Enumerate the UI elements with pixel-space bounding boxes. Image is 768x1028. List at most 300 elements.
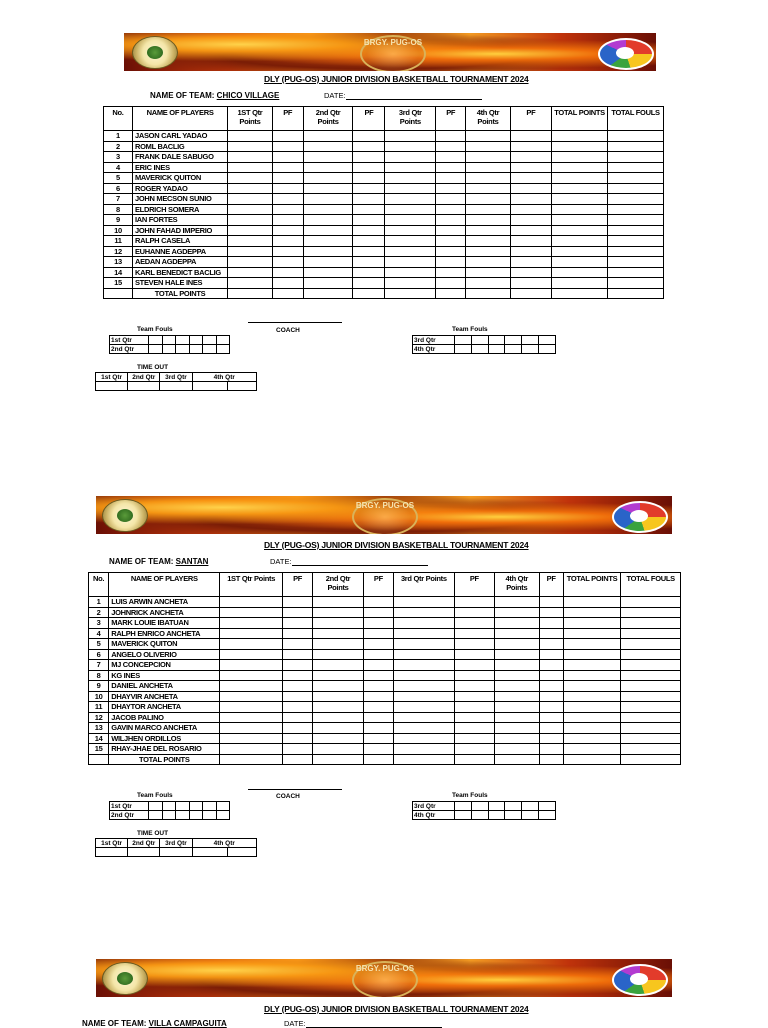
foul-cell[interactable]: [488, 345, 505, 354]
score-cell[interactable]: [385, 173, 436, 184]
score-cell[interactable]: [394, 702, 455, 713]
total-cell[interactable]: [563, 754, 621, 765]
score-cell[interactable]: [282, 660, 312, 671]
score-cell[interactable]: [228, 267, 273, 278]
foul-cell[interactable]: [539, 802, 556, 811]
score-cell[interactable]: [552, 236, 608, 247]
score-cell[interactable]: [272, 257, 303, 268]
score-cell[interactable]: [313, 597, 364, 608]
score-cell[interactable]: [385, 257, 436, 268]
score-cell[interactable]: [303, 141, 353, 152]
score-cell[interactable]: [353, 267, 385, 278]
timeout-cell[interactable]: [192, 848, 227, 857]
score-cell[interactable]: [466, 236, 511, 247]
score-cell[interactable]: [385, 204, 436, 215]
score-cell[interactable]: [495, 702, 539, 713]
score-cell[interactable]: [385, 183, 436, 194]
total-cell[interactable]: [466, 288, 511, 299]
score-cell[interactable]: [608, 225, 664, 236]
score-cell[interactable]: [228, 141, 273, 152]
score-cell[interactable]: [608, 267, 664, 278]
timeout-cell[interactable]: [96, 848, 128, 857]
score-cell[interactable]: [282, 670, 312, 681]
score-cell[interactable]: [608, 152, 664, 163]
score-cell[interactable]: [466, 183, 511, 194]
score-cell[interactable]: [228, 236, 273, 247]
score-cell[interactable]: [220, 639, 283, 650]
score-cell[interactable]: [282, 712, 312, 723]
score-cell[interactable]: [621, 712, 681, 723]
score-cell[interactable]: [466, 204, 511, 215]
score-cell[interactable]: [495, 723, 539, 734]
score-cell[interactable]: [363, 712, 393, 723]
score-cell[interactable]: [621, 639, 681, 650]
score-cell[interactable]: [466, 246, 511, 257]
score-cell[interactable]: [495, 649, 539, 660]
score-cell[interactable]: [282, 639, 312, 650]
score-cell[interactable]: [466, 152, 511, 163]
timeout-cell[interactable]: [192, 382, 227, 391]
score-cell[interactable]: [454, 712, 494, 723]
timeout-cell[interactable]: [160, 382, 192, 391]
score-cell[interactable]: [303, 246, 353, 257]
foul-cell[interactable]: [189, 811, 203, 820]
score-cell[interactable]: [272, 152, 303, 163]
score-cell[interactable]: [385, 246, 436, 257]
score-cell[interactable]: [385, 194, 436, 205]
score-cell[interactable]: [563, 670, 621, 681]
score-cell[interactable]: [228, 131, 273, 142]
score-cell[interactable]: [385, 152, 436, 163]
score-cell[interactable]: [220, 597, 283, 608]
score-cell[interactable]: [495, 712, 539, 723]
score-cell[interactable]: [454, 618, 494, 629]
foul-cell[interactable]: [149, 336, 163, 345]
score-cell[interactable]: [282, 702, 312, 713]
total-cell[interactable]: [394, 754, 455, 765]
score-cell[interactable]: [394, 628, 455, 639]
total-cell[interactable]: [385, 288, 436, 299]
foul-cell[interactable]: [471, 336, 488, 345]
score-cell[interactable]: [454, 607, 494, 618]
score-cell[interactable]: [363, 744, 393, 755]
timeout-cell[interactable]: [128, 382, 160, 391]
foul-cell[interactable]: [539, 345, 556, 354]
score-cell[interactable]: [385, 162, 436, 173]
score-cell[interactable]: [608, 183, 664, 194]
score-cell[interactable]: [466, 141, 511, 152]
score-cell[interactable]: [303, 152, 353, 163]
foul-cell[interactable]: [471, 811, 488, 820]
score-cell[interactable]: [608, 173, 664, 184]
foul-cell[interactable]: [203, 811, 217, 820]
score-cell[interactable]: [353, 141, 385, 152]
foul-cell[interactable]: [189, 345, 203, 354]
score-cell[interactable]: [272, 141, 303, 152]
score-cell[interactable]: [563, 723, 621, 734]
score-cell[interactable]: [495, 691, 539, 702]
score-cell[interactable]: [608, 257, 664, 268]
total-cell[interactable]: [303, 288, 353, 299]
score-cell[interactable]: [552, 246, 608, 257]
score-cell[interactable]: [552, 215, 608, 226]
score-cell[interactable]: [563, 712, 621, 723]
score-cell[interactable]: [510, 215, 551, 226]
total-cell[interactable]: [282, 754, 312, 765]
score-cell[interactable]: [353, 204, 385, 215]
score-cell[interactable]: [608, 278, 664, 289]
score-cell[interactable]: [466, 225, 511, 236]
score-cell[interactable]: [353, 236, 385, 247]
score-cell[interactable]: [385, 267, 436, 278]
foul-cell[interactable]: [488, 802, 505, 811]
score-cell[interactable]: [272, 215, 303, 226]
score-cell[interactable]: [282, 723, 312, 734]
score-cell[interactable]: [353, 278, 385, 289]
score-cell[interactable]: [228, 246, 273, 257]
score-cell[interactable]: [466, 162, 511, 173]
total-cell[interactable]: [220, 754, 283, 765]
score-cell[interactable]: [353, 152, 385, 163]
score-cell[interactable]: [621, 660, 681, 671]
foul-cell[interactable]: [216, 811, 230, 820]
score-cell[interactable]: [539, 733, 563, 744]
score-cell[interactable]: [510, 162, 551, 173]
timeout-cell[interactable]: [96, 382, 128, 391]
score-cell[interactable]: [385, 215, 436, 226]
score-cell[interactable]: [436, 215, 466, 226]
total-cell[interactable]: [363, 754, 393, 765]
score-cell[interactable]: [539, 607, 563, 618]
score-cell[interactable]: [436, 194, 466, 205]
score-cell[interactable]: [552, 141, 608, 152]
score-cell[interactable]: [552, 225, 608, 236]
timeout-cell[interactable]: [128, 848, 160, 857]
score-cell[interactable]: [353, 131, 385, 142]
foul-cell[interactable]: [488, 336, 505, 345]
foul-cell[interactable]: [471, 802, 488, 811]
score-cell[interactable]: [552, 162, 608, 173]
foul-cell[interactable]: [162, 345, 176, 354]
score-cell[interactable]: [436, 278, 466, 289]
foul-cell[interactable]: [162, 802, 176, 811]
score-cell[interactable]: [363, 628, 393, 639]
score-cell[interactable]: [282, 744, 312, 755]
score-cell[interactable]: [394, 649, 455, 660]
score-cell[interactable]: [220, 691, 283, 702]
score-cell[interactable]: [608, 246, 664, 257]
total-cell[interactable]: [510, 288, 551, 299]
score-cell[interactable]: [228, 204, 273, 215]
score-cell[interactable]: [539, 649, 563, 660]
score-cell[interactable]: [495, 628, 539, 639]
score-cell[interactable]: [394, 733, 455, 744]
score-cell[interactable]: [272, 183, 303, 194]
score-cell[interactable]: [220, 733, 283, 744]
score-cell[interactable]: [539, 670, 563, 681]
score-cell[interactable]: [313, 681, 364, 692]
score-cell[interactable]: [385, 225, 436, 236]
score-cell[interactable]: [621, 670, 681, 681]
foul-cell[interactable]: [505, 811, 522, 820]
score-cell[interactable]: [303, 278, 353, 289]
score-cell[interactable]: [282, 597, 312, 608]
score-cell[interactable]: [282, 607, 312, 618]
score-cell[interactable]: [539, 691, 563, 702]
total-cell[interactable]: [353, 288, 385, 299]
score-cell[interactable]: [228, 225, 273, 236]
score-cell[interactable]: [454, 597, 494, 608]
score-cell[interactable]: [495, 733, 539, 744]
score-cell[interactable]: [563, 649, 621, 660]
score-cell[interactable]: [454, 639, 494, 650]
foul-cell[interactable]: [149, 345, 163, 354]
score-cell[interactable]: [220, 607, 283, 618]
score-cell[interactable]: [552, 278, 608, 289]
score-cell[interactable]: [220, 670, 283, 681]
score-cell[interactable]: [228, 152, 273, 163]
score-cell[interactable]: [466, 194, 511, 205]
score-cell[interactable]: [272, 267, 303, 278]
score-cell[interactable]: [495, 670, 539, 681]
score-cell[interactable]: [228, 183, 273, 194]
score-cell[interactable]: [510, 236, 551, 247]
score-cell[interactable]: [313, 660, 364, 671]
score-cell[interactable]: [510, 225, 551, 236]
score-cell[interactable]: [495, 597, 539, 608]
score-cell[interactable]: [353, 257, 385, 268]
score-cell[interactable]: [454, 649, 494, 660]
total-cell[interactable]: [608, 288, 664, 299]
score-cell[interactable]: [510, 267, 551, 278]
score-cell[interactable]: [436, 257, 466, 268]
score-cell[interactable]: [552, 173, 608, 184]
total-cell[interactable]: [228, 288, 273, 299]
foul-cell[interactable]: [522, 336, 539, 345]
score-cell[interactable]: [353, 215, 385, 226]
score-cell[interactable]: [510, 278, 551, 289]
score-cell[interactable]: [385, 278, 436, 289]
foul-cell[interactable]: [176, 811, 190, 820]
foul-cell[interactable]: [162, 811, 176, 820]
score-cell[interactable]: [313, 733, 364, 744]
score-cell[interactable]: [621, 744, 681, 755]
score-cell[interactable]: [539, 618, 563, 629]
score-cell[interactable]: [385, 236, 436, 247]
score-cell[interactable]: [303, 236, 353, 247]
foul-cell[interactable]: [216, 336, 230, 345]
foul-cell[interactable]: [505, 802, 522, 811]
score-cell[interactable]: [608, 204, 664, 215]
date-field[interactable]: [292, 558, 428, 566]
score-cell[interactable]: [466, 257, 511, 268]
score-cell[interactable]: [466, 278, 511, 289]
foul-cell[interactable]: [455, 811, 472, 820]
score-cell[interactable]: [436, 236, 466, 247]
total-cell[interactable]: [539, 754, 563, 765]
total-cell[interactable]: [436, 288, 466, 299]
score-cell[interactable]: [272, 236, 303, 247]
score-cell[interactable]: [454, 691, 494, 702]
foul-cell[interactable]: [149, 802, 163, 811]
score-cell[interactable]: [436, 225, 466, 236]
score-cell[interactable]: [621, 691, 681, 702]
foul-cell[interactable]: [522, 345, 539, 354]
score-cell[interactable]: [220, 712, 283, 723]
score-cell[interactable]: [363, 649, 393, 660]
foul-cell[interactable]: [203, 802, 217, 811]
total-cell[interactable]: [272, 288, 303, 299]
total-cell[interactable]: [313, 754, 364, 765]
foul-cell[interactable]: [203, 345, 217, 354]
score-cell[interactable]: [510, 141, 551, 152]
score-cell[interactable]: [608, 141, 664, 152]
score-cell[interactable]: [313, 618, 364, 629]
score-cell[interactable]: [272, 246, 303, 257]
foul-cell[interactable]: [505, 336, 522, 345]
score-cell[interactable]: [282, 733, 312, 744]
total-cell[interactable]: [495, 754, 539, 765]
score-cell[interactable]: [303, 183, 353, 194]
score-cell[interactable]: [363, 639, 393, 650]
score-cell[interactable]: [539, 597, 563, 608]
score-cell[interactable]: [436, 162, 466, 173]
score-cell[interactable]: [454, 702, 494, 713]
score-cell[interactable]: [495, 744, 539, 755]
score-cell[interactable]: [539, 639, 563, 650]
score-cell[interactable]: [313, 639, 364, 650]
score-cell[interactable]: [539, 681, 563, 692]
score-cell[interactable]: [313, 744, 364, 755]
score-cell[interactable]: [510, 204, 551, 215]
score-cell[interactable]: [552, 183, 608, 194]
score-cell[interactable]: [563, 660, 621, 671]
score-cell[interactable]: [313, 723, 364, 734]
score-cell[interactable]: [394, 670, 455, 681]
score-cell[interactable]: [220, 660, 283, 671]
score-cell[interactable]: [220, 744, 283, 755]
score-cell[interactable]: [621, 618, 681, 629]
score-cell[interactable]: [313, 649, 364, 660]
score-cell[interactable]: [313, 628, 364, 639]
score-cell[interactable]: [621, 597, 681, 608]
score-cell[interactable]: [563, 702, 621, 713]
foul-cell[interactable]: [522, 811, 539, 820]
score-cell[interactable]: [495, 618, 539, 629]
score-cell[interactable]: [608, 215, 664, 226]
score-cell[interactable]: [510, 173, 551, 184]
score-cell[interactable]: [363, 702, 393, 713]
score-cell[interactable]: [510, 152, 551, 163]
score-cell[interactable]: [466, 267, 511, 278]
score-cell[interactable]: [563, 628, 621, 639]
score-cell[interactable]: [621, 702, 681, 713]
score-cell[interactable]: [363, 607, 393, 618]
foul-cell[interactable]: [455, 345, 472, 354]
foul-cell[interactable]: [455, 336, 472, 345]
score-cell[interactable]: [220, 618, 283, 629]
score-cell[interactable]: [282, 681, 312, 692]
score-cell[interactable]: [272, 204, 303, 215]
score-cell[interactable]: [228, 194, 273, 205]
score-cell[interactable]: [272, 162, 303, 173]
score-cell[interactable]: [363, 618, 393, 629]
score-cell[interactable]: [353, 183, 385, 194]
score-cell[interactable]: [539, 723, 563, 734]
score-cell[interactable]: [454, 628, 494, 639]
foul-cell[interactable]: [488, 811, 505, 820]
score-cell[interactable]: [220, 681, 283, 692]
score-cell[interactable]: [303, 267, 353, 278]
score-cell[interactable]: [454, 660, 494, 671]
score-cell[interactable]: [303, 225, 353, 236]
score-cell[interactable]: [608, 162, 664, 173]
score-cell[interactable]: [510, 246, 551, 257]
foul-cell[interactable]: [522, 802, 539, 811]
score-cell[interactable]: [272, 194, 303, 205]
score-cell[interactable]: [454, 670, 494, 681]
score-cell[interactable]: [303, 257, 353, 268]
foul-cell[interactable]: [176, 336, 190, 345]
score-cell[interactable]: [510, 257, 551, 268]
score-cell[interactable]: [272, 131, 303, 142]
foul-cell[interactable]: [539, 336, 556, 345]
score-cell[interactable]: [552, 131, 608, 142]
foul-cell[interactable]: [471, 345, 488, 354]
score-cell[interactable]: [394, 618, 455, 629]
score-cell[interactable]: [394, 660, 455, 671]
score-cell[interactable]: [621, 733, 681, 744]
score-cell[interactable]: [353, 194, 385, 205]
score-cell[interactable]: [394, 712, 455, 723]
timeout-cell[interactable]: [227, 382, 256, 391]
score-cell[interactable]: [563, 744, 621, 755]
score-cell[interactable]: [220, 649, 283, 660]
score-cell[interactable]: [353, 162, 385, 173]
score-cell[interactable]: [608, 194, 664, 205]
score-cell[interactable]: [303, 194, 353, 205]
score-cell[interactable]: [510, 183, 551, 194]
score-cell[interactable]: [313, 607, 364, 618]
score-cell[interactable]: [563, 597, 621, 608]
score-cell[interactable]: [621, 649, 681, 660]
score-cell[interactable]: [282, 691, 312, 702]
score-cell[interactable]: [608, 131, 664, 142]
score-cell[interactable]: [228, 162, 273, 173]
score-cell[interactable]: [495, 639, 539, 650]
date-field[interactable]: [306, 1020, 442, 1028]
score-cell[interactable]: [436, 204, 466, 215]
score-cell[interactable]: [552, 257, 608, 268]
score-cell[interactable]: [220, 628, 283, 639]
score-cell[interactable]: [539, 702, 563, 713]
total-cell[interactable]: [454, 754, 494, 765]
score-cell[interactable]: [552, 152, 608, 163]
score-cell[interactable]: [313, 702, 364, 713]
foul-cell[interactable]: [505, 345, 522, 354]
score-cell[interactable]: [436, 141, 466, 152]
score-cell[interactable]: [363, 597, 393, 608]
score-cell[interactable]: [495, 607, 539, 618]
foul-cell[interactable]: [216, 802, 230, 811]
foul-cell[interactable]: [149, 811, 163, 820]
score-cell[interactable]: [385, 131, 436, 142]
score-cell[interactable]: [394, 597, 455, 608]
score-cell[interactable]: [454, 681, 494, 692]
score-cell[interactable]: [621, 723, 681, 734]
score-cell[interactable]: [436, 183, 466, 194]
score-cell[interactable]: [466, 215, 511, 226]
